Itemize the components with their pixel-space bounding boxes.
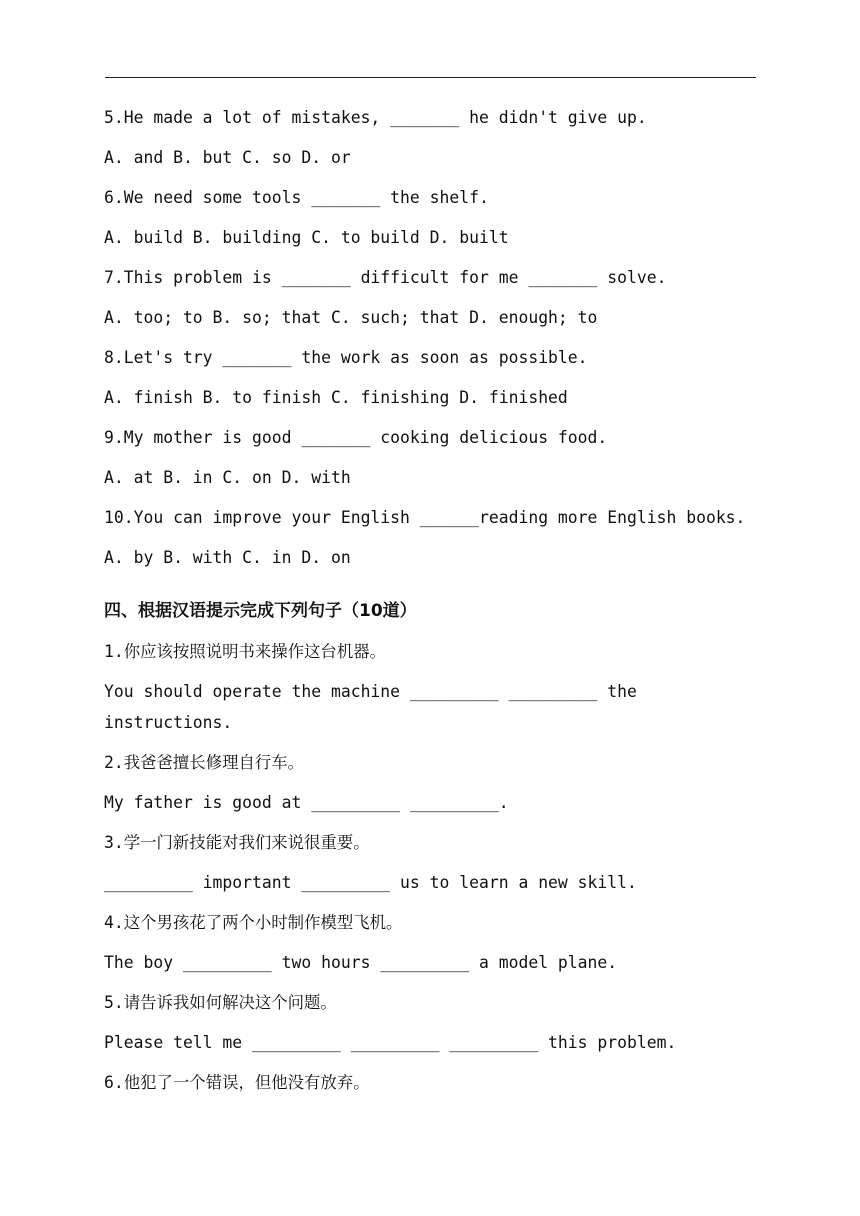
options-10: A. by B. with C. in D. on [104, 548, 351, 567]
page-content [104, 102, 764, 1107]
question-9: 9.My mother is good _______ cooking delicious food. [104, 428, 608, 447]
translation-1-english: You should operate the machine _________ _________ the instructions. [104, 682, 637, 732]
question-10: 10.You can improve your English ______reading more English books. [104, 508, 746, 527]
translation-5-english: Please tell me _________ _________ _________ this problem. [104, 1033, 677, 1052]
translation-1-chinese: 1.你应该按照说明书来操作这台机器。 [104, 642, 386, 661]
translation-5-chinese: 5.请告诉我如何解决这个问题。 [104, 993, 337, 1012]
translation-2-chinese: 2.我爸爸擅长修理自行车。 [104, 753, 305, 772]
section-heading: 四、根据汉语提示完成下列句子（10道） [104, 601, 417, 621]
options-7: A. too; to B. so; that C. such; that D. enough; to [104, 308, 598, 327]
translation-4-english: The boy _________ two hours _________ a model plane. [104, 953, 618, 972]
options-8: A. finish B. to finish C. finishing D. finished [104, 388, 568, 407]
question-5: 5.He made a lot of mistakes, _______ he didn't give up. [104, 108, 647, 127]
translation-4-chinese: 4.这个男孩花了两个小时制作模型飞机。 [104, 913, 403, 932]
question-6: 6.We need some tools _______ the shelf. [104, 188, 489, 207]
translation-3-english: _________ important _________ us to learn a new skill. [104, 873, 637, 892]
question-7: 7.This problem is _______ difficult for me _______ solve. [104, 268, 667, 287]
options-5: A. and B. but C. so D. or [104, 148, 351, 167]
options-9: A. at B. in C. on D. with [104, 468, 351, 487]
translation-3-chinese: 3.学一门新技能对我们来说很重要。 [104, 833, 370, 852]
options-6: A. build B. building C. to build D. built [104, 228, 509, 247]
header-rule [105, 77, 756, 78]
translation-2-english: My father is good at _________ _________. [104, 793, 509, 812]
question-8: 8.Let's try _______ the work as soon as possible. [104, 348, 588, 367]
translation-6-chinese: 6.他犯了一个错误，但他没有放弃。 [104, 1073, 370, 1092]
